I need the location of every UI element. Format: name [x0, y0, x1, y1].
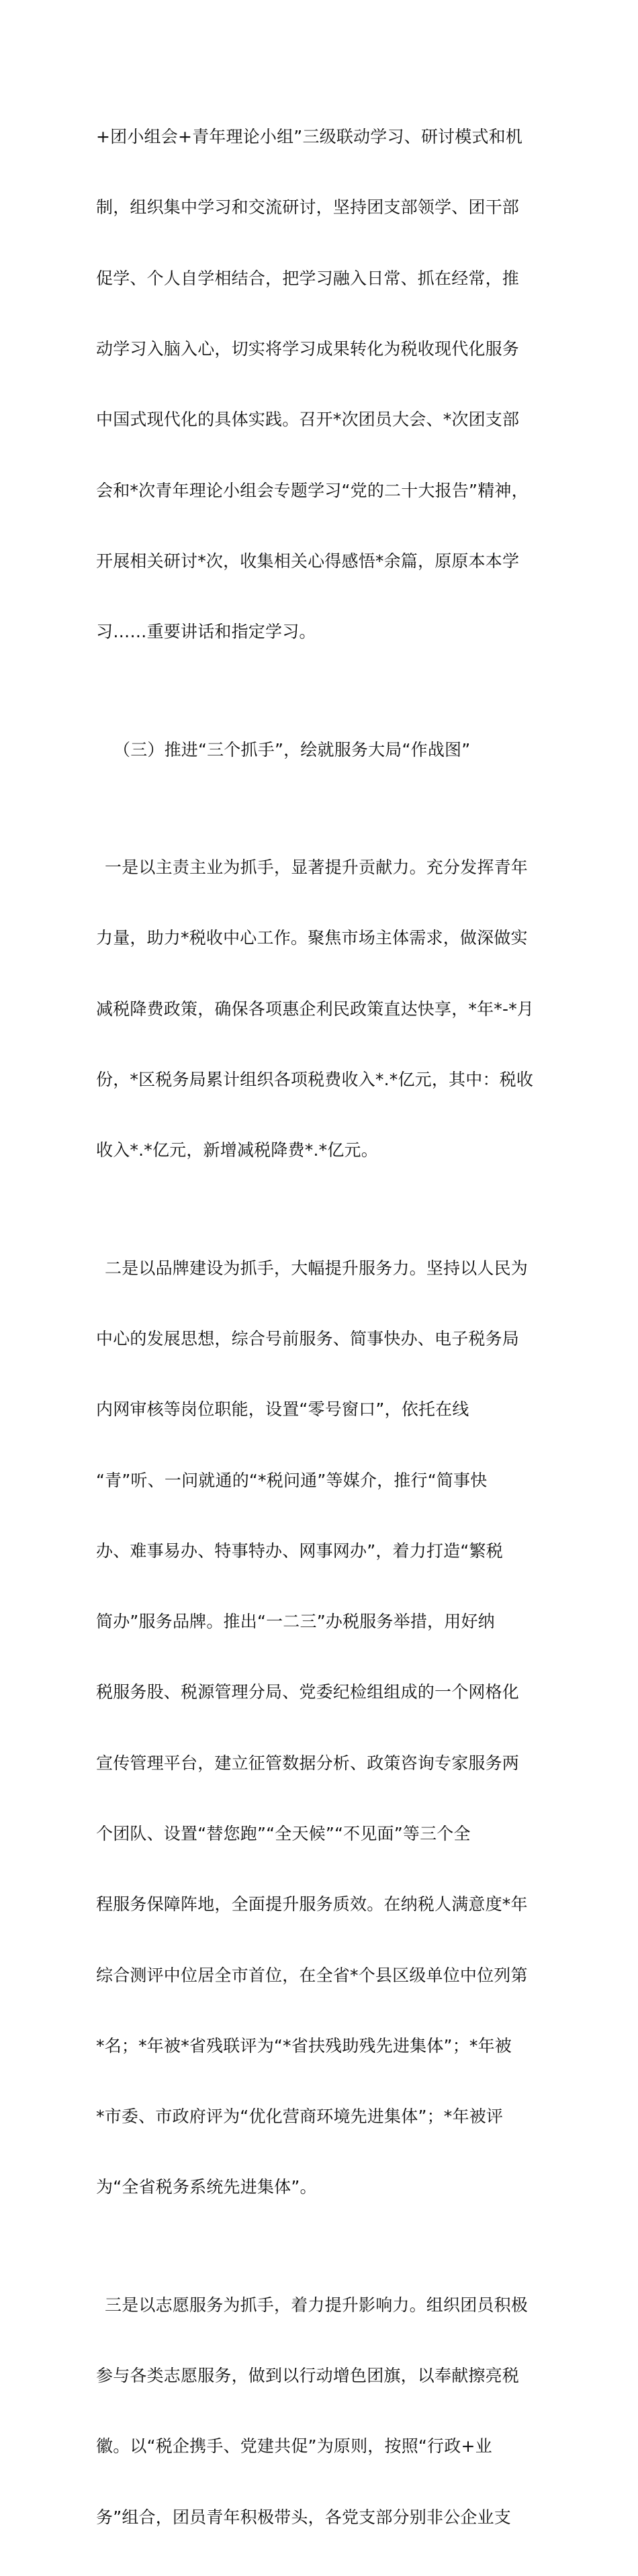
text-line: 程服务保障阵地，全面提升服务质效。在纳税人满意度*年 — [96, 1894, 528, 1915]
text-line: *名；*年被*省残联评为“*省扶残助残先进集体”；*年被 — [96, 2035, 512, 2056]
paragraph-study-mechanism — [96, 78, 559, 690]
text-line: 为“全省税务系统先进集体”。 — [96, 2177, 317, 2197]
text-line: 会和*次青年理论小组会专题学习“党的二十大报告”精神， — [96, 480, 529, 500]
text-line: 二是以品牌建设为抓手，大幅提升服务力。坚持以人民为 — [105, 1258, 529, 1278]
paragraph-main-business — [96, 809, 559, 1209]
text-line: 税服务股、税源管理分局、党委纪检组组成的一个网格化 — [96, 1682, 520, 1702]
text-line: 制，组织集中学习和交流研讨，坚持团支部领学、团干部 — [96, 197, 520, 218]
text-line: 中国式现代化的具体实践。召开*次团员大会、*次团支部 — [96, 410, 520, 430]
text-line: +团小组会+青年理论小组”三级联动学习、研讨模式和机 — [96, 127, 523, 147]
text-line: 综合测评中位居全市首位，在全省*个县区级单位中位列第 — [96, 1965, 528, 1985]
text-line: 三是以志愿服务为抓手，着力提升影响力。组织团员积极 — [105, 2295, 529, 2315]
text-line: 动学习入脑入心，切实将学习成果转化为税收现代化服务 — [96, 339, 520, 359]
text-line: 徽。以“税企携手、党建共促”为原则，按照“行政+业 — [96, 2436, 492, 2456]
text-line: 个团队、设置“替您跑”“全天候”“不见面”等三个全 — [96, 1823, 471, 1843]
text-line: 简办”服务品牌。推出“一二三”办税服务举措，用好纳 — [96, 1612, 495, 1632]
text-line: *市委、市政府评为“优化营商环境先进集体”；*年被评 — [96, 2107, 504, 2127]
text-line: 参与各类志愿服务，做到以行动增色团旗，以奉献擦亮税 — [96, 2366, 520, 2386]
section-heading-text: （三）推进“三个抓手”，绘就服务大局“作战图” — [113, 739, 471, 760]
paragraph-volunteer-service — [96, 2246, 559, 2576]
text-line: 份，*区税务局累计组织各项税费收入*.*亿元，其中：税收 — [96, 1069, 534, 1089]
text-line: 习……重要讲话和指定学习。 — [96, 622, 316, 642]
text-line: 中心的发展思想，综合号前服务、简事快办、电子税务局 — [96, 1328, 520, 1348]
text-line: 办、难事易办、特事特办、网事网办”，着力打造“繁税 — [96, 1540, 503, 1561]
text-line: 收入*.*亿元，新增减税降费*.*亿元。 — [96, 1140, 378, 1160]
text-line: 内网审核等岗位职能，设置“零号窗口”，依托在线 — [96, 1399, 469, 1420]
text-line: 开展相关研讨*次，收集相关心得感悟*余篇，原原本本学 — [96, 551, 520, 571]
text-line: 务”组合，团员青年积极带头，各党支部分别非公企业支 — [96, 2507, 511, 2527]
text-line: “青”听、一问就通的“*税问通”等媒介，推行“简事快 — [96, 1470, 488, 1490]
section-heading — [96, 690, 559, 808]
text-line: 减税降费政策，确保各项惠企利民政策直达快享，*年*-*月 — [96, 999, 535, 1019]
paragraph-brand-building — [96, 1209, 559, 2246]
text-line: 宣传管理平台，建立征管数据分析、政策咨询专家服务两 — [96, 1753, 520, 1773]
text-line: 促学、个人自学相结合，把学习融入日常、抓在经常，推 — [96, 268, 520, 288]
document-body — [96, 78, 559, 2576]
text-line: 一是以主责主业为抓手，显著提升贡献力。充分发挥青年 — [105, 858, 529, 878]
text-line: 力量，助力*税收中心工作。聚焦市场主体需求，做深做实 — [96, 928, 528, 948]
